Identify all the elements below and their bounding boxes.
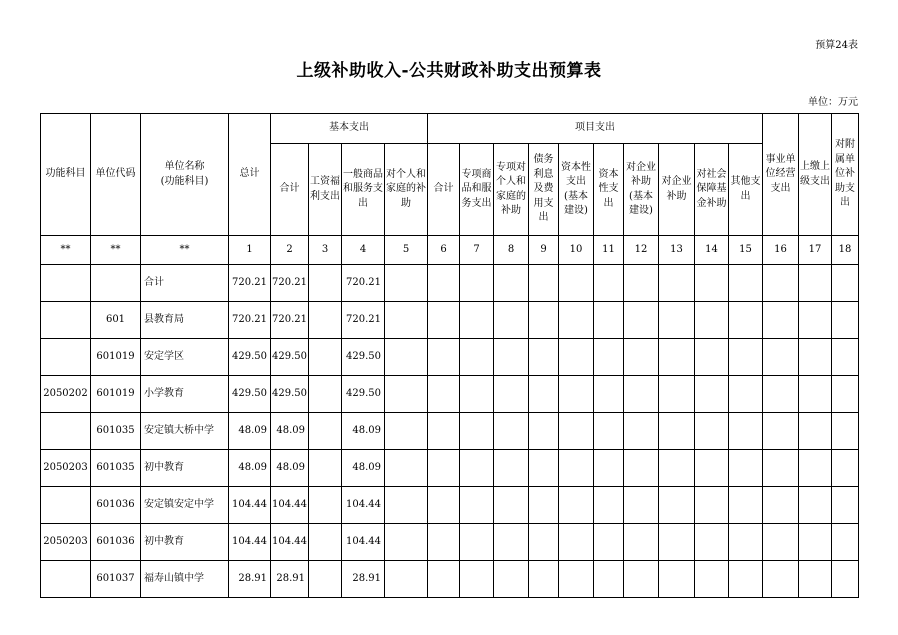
- cell-general-goods: 429.50: [342, 339, 385, 376]
- cell-empty: [659, 561, 695, 598]
- cell-basic-total: 429.50: [271, 376, 309, 413]
- cell-empty: [428, 265, 460, 302]
- cell-empty: [494, 524, 529, 561]
- header-basic-col: 合计: [271, 144, 309, 236]
- cell-empty: [799, 561, 832, 598]
- cell-func-subject: 2050203: [41, 450, 91, 487]
- cell-unit-name: 初中教育: [141, 450, 229, 487]
- cell-empty: [594, 487, 624, 524]
- cell-empty: [624, 561, 659, 598]
- cell-empty: [494, 561, 529, 598]
- cell-general-goods: 720.21: [342, 265, 385, 302]
- cell-empty: [799, 450, 832, 487]
- cell-empty: [529, 339, 559, 376]
- cell-unit-code: 601035: [91, 413, 141, 450]
- cell-func-subject: [41, 487, 91, 524]
- cell-empty: [729, 413, 763, 450]
- header-basic-col: 工资福利支出: [309, 144, 342, 236]
- header-upper-payment: 上缴上级支出: [799, 114, 832, 236]
- cell-unit-name: 县教育局: [141, 302, 229, 339]
- cell-unit-name: 小学教育: [141, 376, 229, 413]
- cell-empty: [559, 413, 594, 450]
- cell-unit-name: 合计: [141, 265, 229, 302]
- cell-total: 720.21: [229, 302, 271, 339]
- cell-empty: [460, 339, 494, 376]
- index-cell: **: [141, 236, 229, 265]
- cell-empty: [799, 265, 832, 302]
- cell-empty: [729, 339, 763, 376]
- index-cell: **: [41, 236, 91, 265]
- cell-empty: [385, 450, 428, 487]
- table-row: [41, 376, 859, 413]
- cell-empty: [428, 302, 460, 339]
- cell-empty: [832, 376, 859, 413]
- cell-wages: [309, 339, 342, 376]
- header-basic-expenditure: 基本支出: [271, 114, 428, 144]
- header-unit-name-sub: (功能科目): [160, 175, 209, 187]
- cell-func-subject: [41, 302, 91, 339]
- cell-empty: [659, 413, 695, 450]
- index-cell: 17: [799, 236, 832, 265]
- cell-empty: [494, 413, 529, 450]
- table-row: [41, 524, 859, 561]
- cell-total: 48.09: [229, 450, 271, 487]
- cell-empty: [385, 413, 428, 450]
- cell-empty: [624, 302, 659, 339]
- cell-empty: [529, 450, 559, 487]
- cell-empty: [659, 376, 695, 413]
- cell-empty: [799, 413, 832, 450]
- cell-empty: [559, 487, 594, 524]
- cell-unit-name: 安定镇安定中学: [141, 487, 229, 524]
- cell-general-goods: 28.91: [342, 561, 385, 598]
- cell-func-subject: [41, 339, 91, 376]
- cell-empty: [763, 302, 799, 339]
- cell-wages: [309, 487, 342, 524]
- cell-wages: [309, 524, 342, 561]
- cell-empty: [460, 265, 494, 302]
- cell-empty: [594, 450, 624, 487]
- cell-func-subject: [41, 561, 91, 598]
- budget-table: [40, 113, 859, 598]
- cell-empty: [695, 450, 729, 487]
- header-project-col: 对企业补助(基本建设): [624, 144, 659, 236]
- cell-unit-code: 601037: [91, 561, 141, 598]
- cell-empty: [832, 450, 859, 487]
- table-row: [41, 450, 859, 487]
- header-project-col: 合计: [428, 144, 460, 236]
- cell-total: 48.09: [229, 413, 271, 450]
- cell-empty: [763, 265, 799, 302]
- cell-empty: [494, 339, 529, 376]
- index-cell: 2: [271, 236, 309, 265]
- cell-empty: [529, 524, 559, 561]
- cell-basic-total: 48.09: [271, 413, 309, 450]
- cell-basic-total: 429.50: [271, 339, 309, 376]
- cell-empty: [729, 265, 763, 302]
- cell-empty: [659, 265, 695, 302]
- cell-empty: [659, 487, 695, 524]
- cell-empty: [695, 561, 729, 598]
- index-cell: 13: [659, 236, 695, 265]
- cell-wages: [309, 265, 342, 302]
- table-row: [41, 265, 859, 302]
- cell-empty: [559, 450, 594, 487]
- cell-unit-code: 601: [91, 302, 141, 339]
- index-cell: 5: [385, 236, 428, 265]
- header-subsidiary: 对附属单位补助支出: [832, 114, 859, 236]
- cell-empty: [624, 376, 659, 413]
- cell-empty: [594, 376, 624, 413]
- cell-basic-total: 28.91: [271, 561, 309, 598]
- cell-empty: [460, 413, 494, 450]
- header-unit-name-main: 单位名称: [164, 161, 205, 172]
- header-project-col: 其他支出: [729, 144, 763, 236]
- cell-empty: [624, 413, 659, 450]
- cell-empty: [832, 487, 859, 524]
- cell-empty: [428, 561, 460, 598]
- header-unit-code: 单位代码: [91, 114, 141, 236]
- cell-empty: [729, 450, 763, 487]
- cell-empty: [832, 265, 859, 302]
- index-cell: **: [91, 236, 141, 265]
- cell-empty: [695, 339, 729, 376]
- cell-empty: [594, 265, 624, 302]
- cell-empty: [594, 413, 624, 450]
- cell-basic-total: 104.44: [271, 524, 309, 561]
- cell-empty: [460, 376, 494, 413]
- cell-empty: [559, 376, 594, 413]
- cell-total: 104.44: [229, 524, 271, 561]
- cell-empty: [529, 302, 559, 339]
- cell-empty: [559, 302, 594, 339]
- cell-empty: [763, 450, 799, 487]
- cell-empty: [763, 413, 799, 450]
- index-cell: 15: [729, 236, 763, 265]
- header-project-col: 对企业补助: [659, 144, 695, 236]
- cell-empty: [729, 376, 763, 413]
- cell-basic-total: 104.44: [271, 487, 309, 524]
- index-cell: 11: [594, 236, 624, 265]
- cell-basic-total: 720.21: [271, 302, 309, 339]
- cell-empty: [529, 265, 559, 302]
- cell-empty: [460, 561, 494, 598]
- cell-empty: [428, 339, 460, 376]
- index-cell: 16: [763, 236, 799, 265]
- cell-empty: [729, 561, 763, 598]
- cell-empty: [763, 376, 799, 413]
- cell-general-goods: 104.44: [342, 524, 385, 561]
- cell-total: 104.44: [229, 487, 271, 524]
- cell-general-goods: 48.09: [342, 413, 385, 450]
- cell-general-goods: 48.09: [342, 450, 385, 487]
- index-cell: 7: [460, 236, 494, 265]
- cell-empty: [559, 524, 594, 561]
- cell-empty: [729, 524, 763, 561]
- header-project-col: 专项商品和服务支出: [460, 144, 494, 236]
- cell-empty: [594, 339, 624, 376]
- table-row: [41, 487, 859, 524]
- cell-empty: [559, 265, 594, 302]
- cell-empty: [559, 561, 594, 598]
- cell-wages: [309, 450, 342, 487]
- index-cell: 1: [229, 236, 271, 265]
- table-row: [41, 561, 859, 598]
- index-cell: 18: [832, 236, 859, 265]
- cell-empty: [494, 487, 529, 524]
- header-project-col: 资本性支出(基本建设): [559, 144, 594, 236]
- cell-empty: [385, 376, 428, 413]
- cell-empty: [460, 487, 494, 524]
- cell-unit-code: 601036: [91, 524, 141, 561]
- cell-empty: [695, 487, 729, 524]
- cell-empty: [494, 376, 529, 413]
- form-number: 预算24表: [815, 40, 858, 51]
- cell-empty: [799, 376, 832, 413]
- cell-empty: [428, 450, 460, 487]
- cell-empty: [763, 339, 799, 376]
- cell-empty: [385, 302, 428, 339]
- header-project-col: 资本性支出: [594, 144, 624, 236]
- cell-empty: [659, 450, 695, 487]
- cell-wages: [309, 413, 342, 450]
- cell-func-subject: 2050202: [41, 376, 91, 413]
- cell-func-subject: 2050203: [41, 524, 91, 561]
- cell-empty: [529, 487, 559, 524]
- cell-empty: [832, 413, 859, 450]
- cell-empty: [624, 265, 659, 302]
- cell-empty: [385, 339, 428, 376]
- cell-empty: [799, 487, 832, 524]
- cell-empty: [624, 450, 659, 487]
- cell-empty: [428, 413, 460, 450]
- cell-unit-name: 初中教育: [141, 524, 229, 561]
- cell-empty: [799, 524, 832, 561]
- cell-empty: [624, 487, 659, 524]
- cell-empty: [494, 450, 529, 487]
- cell-empty: [385, 561, 428, 598]
- index-cell: 6: [428, 236, 460, 265]
- cell-unit-name: 安定学区: [141, 339, 229, 376]
- index-cell: 8: [494, 236, 529, 265]
- cell-total: 720.21: [229, 265, 271, 302]
- cell-unit-code: 601019: [91, 339, 141, 376]
- header-func-subject: 功能科目: [41, 114, 91, 236]
- cell-empty: [529, 561, 559, 598]
- cell-empty: [763, 524, 799, 561]
- cell-wages: [309, 561, 342, 598]
- cell-func-subject: [41, 265, 91, 302]
- index-cell: 10: [559, 236, 594, 265]
- cell-empty: [559, 339, 594, 376]
- index-cell: 3: [309, 236, 342, 265]
- cell-empty: [695, 524, 729, 561]
- cell-empty: [460, 302, 494, 339]
- cell-empty: [729, 487, 763, 524]
- cell-general-goods: 429.50: [342, 376, 385, 413]
- cell-empty: [659, 302, 695, 339]
- cell-empty: [428, 376, 460, 413]
- cell-empty: [460, 450, 494, 487]
- cell-empty: [832, 339, 859, 376]
- cell-empty: [529, 413, 559, 450]
- cell-empty: [494, 302, 529, 339]
- cell-basic-total: 720.21: [271, 265, 309, 302]
- cell-total: 28.91: [229, 561, 271, 598]
- header-total: 总计: [229, 114, 271, 236]
- cell-empty: [494, 265, 529, 302]
- index-row: [41, 236, 859, 265]
- cell-empty: [659, 339, 695, 376]
- table-row: [41, 302, 859, 339]
- cell-empty: [385, 265, 428, 302]
- unit-label: 单位：万元: [808, 97, 858, 108]
- cell-empty: [799, 302, 832, 339]
- cell-empty: [763, 561, 799, 598]
- cell-empty: [624, 524, 659, 561]
- cell-empty: [624, 339, 659, 376]
- cell-empty: [832, 561, 859, 598]
- cell-total: 429.50: [229, 339, 271, 376]
- cell-basic-total: 48.09: [271, 450, 309, 487]
- cell-empty: [428, 487, 460, 524]
- cell-total: 429.50: [229, 376, 271, 413]
- cell-unit-code: 601019: [91, 376, 141, 413]
- cell-general-goods: 720.21: [342, 302, 385, 339]
- header-basic-col: 一般商品和服务支出: [342, 144, 385, 236]
- index-cell: 14: [695, 236, 729, 265]
- page-title: 上级补助收入-公共财政补助支出预算表: [296, 61, 602, 81]
- cell-empty: [832, 524, 859, 561]
- cell-empty: [594, 524, 624, 561]
- index-cell: 9: [529, 236, 559, 265]
- cell-empty: [385, 487, 428, 524]
- header-project-col: 专项对个人和家庭的补助: [494, 144, 529, 236]
- cell-general-goods: 104.44: [342, 487, 385, 524]
- cell-empty: [832, 302, 859, 339]
- header-project-col: 债务利息及费用支出: [529, 144, 559, 236]
- cell-empty: [695, 265, 729, 302]
- cell-empty: [695, 302, 729, 339]
- cell-wages: [309, 302, 342, 339]
- table-row: [41, 413, 859, 450]
- cell-empty: [385, 524, 428, 561]
- cell-empty: [529, 376, 559, 413]
- header-basic-col: 对个人和家庭的补助: [385, 144, 428, 236]
- index-cell: 12: [624, 236, 659, 265]
- cell-unit-code: 601035: [91, 450, 141, 487]
- header-unit-name: [141, 114, 229, 236]
- cell-func-subject: [41, 413, 91, 450]
- cell-empty: [763, 487, 799, 524]
- cell-empty: [594, 302, 624, 339]
- header-project-col: 对社会保障基金补助: [695, 144, 729, 236]
- cell-empty: [729, 302, 763, 339]
- cell-empty: [428, 524, 460, 561]
- header-project-expenditure: 项目支出: [428, 114, 763, 144]
- cell-unit-name: 安定镇大桥中学: [141, 413, 229, 450]
- cell-unit-code: 601036: [91, 487, 141, 524]
- cell-empty: [695, 413, 729, 450]
- cell-unit-name: 福寿山镇中学: [141, 561, 229, 598]
- cell-empty: [659, 524, 695, 561]
- cell-unit-code: [91, 265, 141, 302]
- header-business-operation: 事业单位经营支出: [763, 114, 799, 236]
- cell-wages: [309, 376, 342, 413]
- cell-empty: [460, 524, 494, 561]
- cell-empty: [799, 339, 832, 376]
- index-cell: 4: [342, 236, 385, 265]
- table-row: [41, 339, 859, 376]
- cell-empty: [695, 376, 729, 413]
- cell-empty: [594, 561, 624, 598]
